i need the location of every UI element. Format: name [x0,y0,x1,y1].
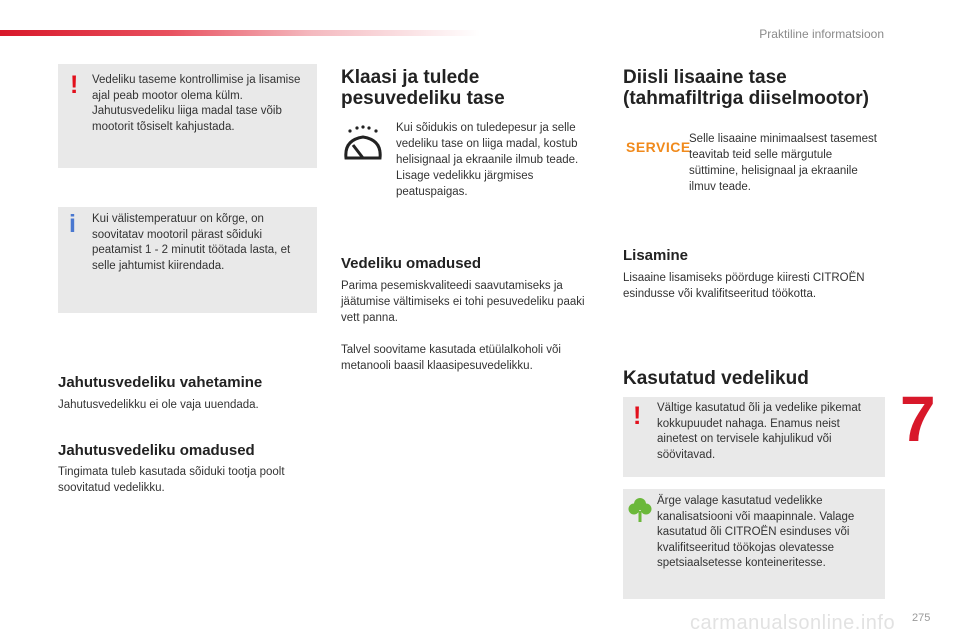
header-accent-bar [0,30,480,36]
heading-washer-fluid-level: Klaasi ja tulede pesuvedeliku tase [341,67,505,109]
eco-text: Ärge valage kasutatud vedelikke kanalisatsiooni või maapinnale. Valage kasutatud õli CITROËN esinduses või kvalifitseeritud töökojas olevatesse spetsiaalsetesse konteineritesse. [657,495,855,569]
exclamation-icon: ! [633,402,642,430]
exclamation-icon: ! [70,71,79,99]
service-warning-lamp-icon: SERVICE [626,139,691,155]
eco-box-disposal [623,489,885,599]
text-adding: Lisaaine lisamiseks pöörduge kiiresti CITROËN esindusse või kvalifitseeritud töökotta. [623,272,865,300]
heading-fluid-properties: Vedeliku omadused [341,255,482,272]
text-service-warning: Selle lisaaine minimaalsest tasemest teavitab teid selle märgutule süttimine, helisignaal ja ekraanile ilmuv teade. [689,133,877,193]
heading-used-fluids: Kasutatud vedelikud [623,368,809,389]
tree-icon [628,496,652,524]
heading-coolant-properties: Jahutusvedeliku omadused [58,442,255,459]
page-number: 275 [912,612,931,624]
warning-used-fluids-text: Vältige kasutatud õli ja vedelike pikemat kokkupuudet nahaga. Enamus neist ainetest on tervisele kahjulikud või söövitavad. [657,402,861,461]
text-fluid-properties-1: Parima pesemiskvaliteedi saavutamiseks ja jäätumise vältimiseks ei tohi pesuvedeliku paaki vett panna. [341,280,585,324]
heading-adding: Lisamine [623,247,689,264]
watermark: carmanualsonline.info [690,612,896,634]
chapter-number: 7 [900,383,936,455]
text-washer-warning: Kui sõidukis on tuledepesur ja selle vedeliku tase on liiga madal, kostub helisignaal ja ekraanile ilmub teade. Lisage vedelikku järgmises peatuspaigas. [396,122,579,198]
heading-diesel-additive: Diisli lisaaine tase (tahmafiltriga diiselmootor) [623,67,869,109]
warning-box-used-fluids [623,397,885,477]
warning-text: Vedeliku taseme kontrollimise ja lisamise ajal peab mootor olema külm. Jahutusvedeliku liiga madal tase võib mootorit tõsiselt kahjustada. [92,74,301,133]
text-coolant-change: Jahutusvedelikku ei ole vaja uuendada. [58,399,259,411]
info-text: Kui välistemperatuur on kõrge, on soovitatav mootoril pärast sõiduki peatamist 1 - 2 minutit töötada lasta, et selle jahtumist kiirendada. [92,213,291,272]
text-coolant-properties: Tingimata tuleb kasutada sõiduki tootja poolt soovitatud vedelikku. [58,466,285,494]
windscreen-washer-icon [341,122,385,166]
text-fluid-properties-2: Talvel soovitame kasutada etüülalkoholi või metanooli baasil klaasipesuvedelikku. [341,344,561,372]
info-icon: i [69,210,76,238]
info-box-cooling [58,207,317,313]
heading-coolant-change: Jahutusvedeliku vahetamine [58,374,263,391]
warning-box-coolant-check [58,64,317,168]
section-title: Praktiline informatsioon [759,27,884,41]
